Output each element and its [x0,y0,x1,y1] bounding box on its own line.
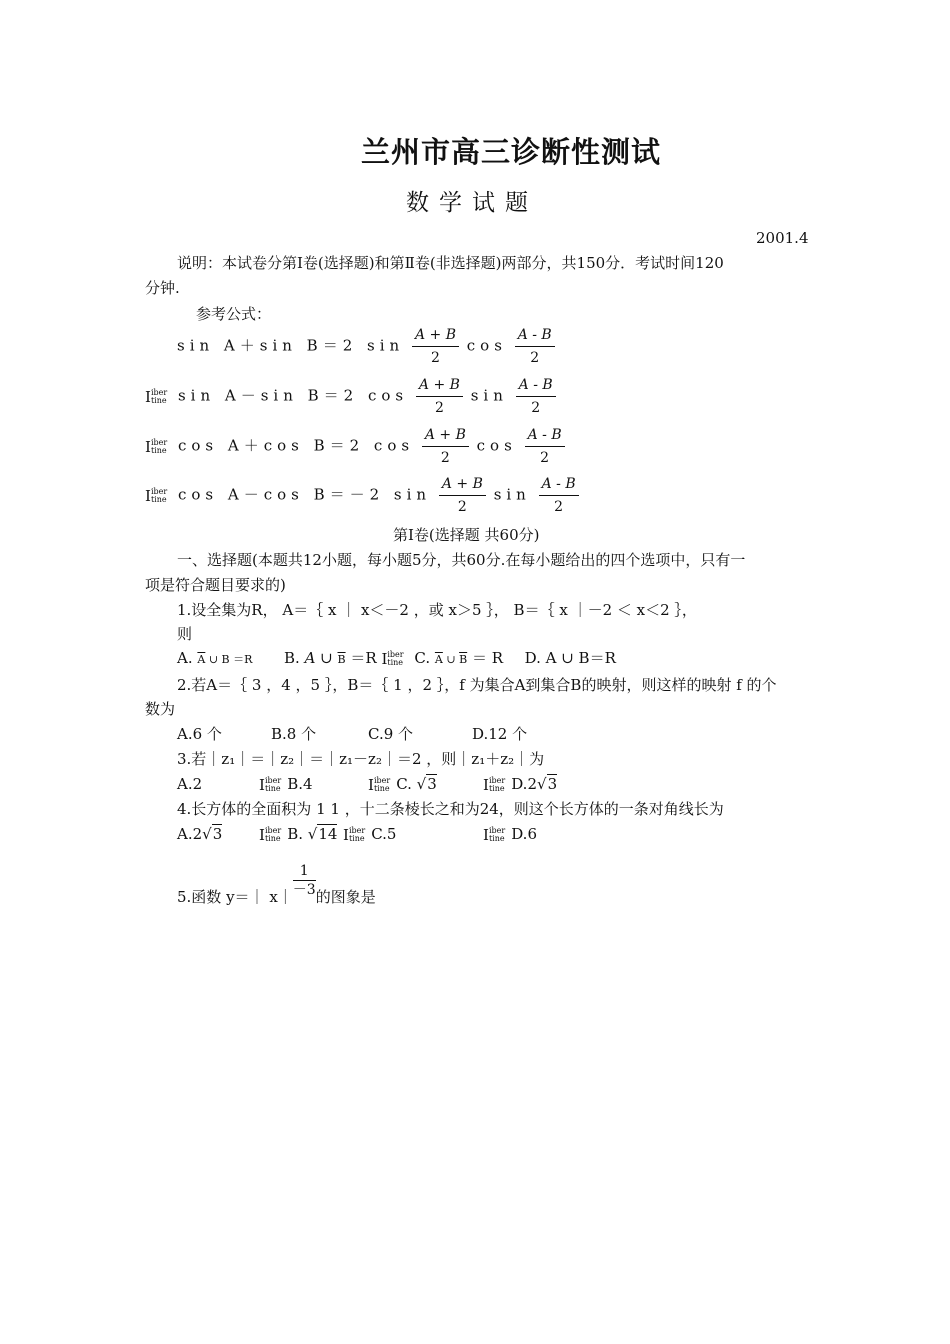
placeholder-icon: Iiber tine [259,826,282,844]
question-1-options [177,646,616,672]
fraction-diff: $\frac{A - B}{2}$ [539,473,579,518]
placeholder-icon: Iiber tine [483,776,506,794]
formula-4-lhs: cos A－cos B＝－2 sin [177,485,432,504]
option-b: B. A ∪ $\overline{B} =R$ [283,649,377,667]
section-heading: 第Ⅰ卷(选择题 共60分) [393,526,540,544]
option-b: B.8 个 [271,725,317,743]
formula-1 [177,324,558,369]
placeholder-icon: Iiber tine [145,387,168,406]
option-a: A.2 [177,775,203,793]
page-title: 兰州市高三诊断性测试 [361,135,662,169]
option-d: Iiber tine D.6 [483,825,537,844]
option-c: Iiber tine C.5 [343,825,397,844]
formula-2-mid: sin [470,386,508,405]
question-1-stem-2: 则 [177,625,193,643]
section-intro-2: 项是符合题目要求的) [145,576,286,594]
formula-4 [145,473,582,518]
intro-line-1: 说明：本试卷分第Ⅰ卷(选择题)和第Ⅱ卷(非选择题)两部分，共150分．考试时间120 [177,254,724,272]
fraction-sum: $\frac{A + B}{2}$ [422,424,469,469]
placeholder-icon: Iiber tine [381,650,404,668]
option-b: Iiber tine B.4 [259,775,313,794]
section-intro-1: 一、选择题(本题共12小题，每小题5分，共60分.在每小题给出的四个选项中，只有一 [177,551,746,569]
question-4-stem: 4.长方体的全面积为 1 1 ，十二条棱长之和为24，则这个长方体的一条对角线长为 [177,800,724,818]
option-a: A.6 个 [177,725,222,743]
option-c: C. $\overline{A}$ ∪ $\overline{B} = R$ [414,649,504,667]
formula-3 [145,424,568,469]
formula-4-mid: sin [493,485,531,504]
question-2-stem-2: 数为 [145,700,176,718]
placeholder-icon: Iiber tine [259,776,282,794]
formula-3-mid: cos [476,436,517,455]
fraction-diff: $\frac{A - B}{2}$ [516,374,556,419]
option-c: Iiber tine C. √3 [368,775,437,794]
fraction-diff: $\frac{A - B}{2}$ [515,324,555,369]
formula-2-lhs: sin A－sin B＝2 cos [177,386,409,405]
placeholder-icon: Iiber tine [145,486,168,505]
formula-3-lhs: cos A＋cos B＝2 cos [177,436,415,455]
option-c: C.9 个 [368,725,414,743]
fraction-sum: $\frac{A + B}{2}$ [416,374,463,419]
option-d: Iiber tine D.2√3 [483,775,558,794]
question-2-stem: 2.若A＝｛ 3 ，4 ，5 ｝，B＝｛ 1 ，2 ｝，f 为集合A到集合B的映射，则这样的映射 f 的个 [177,676,777,694]
question-1-stem: 1.设全集为R， A＝｛ x ｜ x＜－2 ，或 x＞5 ｝， B＝｛ x ｜－2 ＜ x＜2 ｝， [177,601,697,619]
page-subtitle: 数学试题 [406,190,538,216]
fraction-diff: $\frac{A - B}{2}$ [525,424,565,469]
exam-date: 2001.4 [756,229,809,247]
formula-1-lhs: sin A＋sin B＝2 sin [177,336,405,355]
fraction-sum: $\frac{A + B}{2}$ [439,473,486,518]
exponent-fraction: $\frac{1}{-3}$ [292,863,316,898]
option-a: A. $\overline{A}$ ∪ B ＝R [177,649,253,667]
option-d: D.12 个 [472,725,528,743]
option-a: A.2√3 [177,825,223,843]
placeholder-icon: Iiber tine [483,826,506,844]
intro-line-2: 分钟. [145,279,180,297]
placeholder-icon: Iiber tine [145,437,168,456]
option-b: Iiber tine B. √14 [259,825,338,844]
question-5-stem: 5.函数 y＝｜ x｜ $\frac{1}{-3}$ 的图象是 [177,863,376,906]
placeholder-icon: Iiber tine [368,776,391,794]
formula-title: 参考公式： [196,305,272,323]
formula-1-mid: cos [466,336,507,355]
question-3-stem: 3.若｜z₁｜＝｜z₂｜＝｜z₁－z₂｜＝2 ，则｜z₁＋z₂｜为 [177,750,545,768]
fraction-sum: $\frac{A + B}{2}$ [412,324,459,369]
formula-2 [145,374,559,419]
placeholder-icon: Iiber tine [343,826,366,844]
option-d: D. A ∪ B＝R [524,649,616,667]
